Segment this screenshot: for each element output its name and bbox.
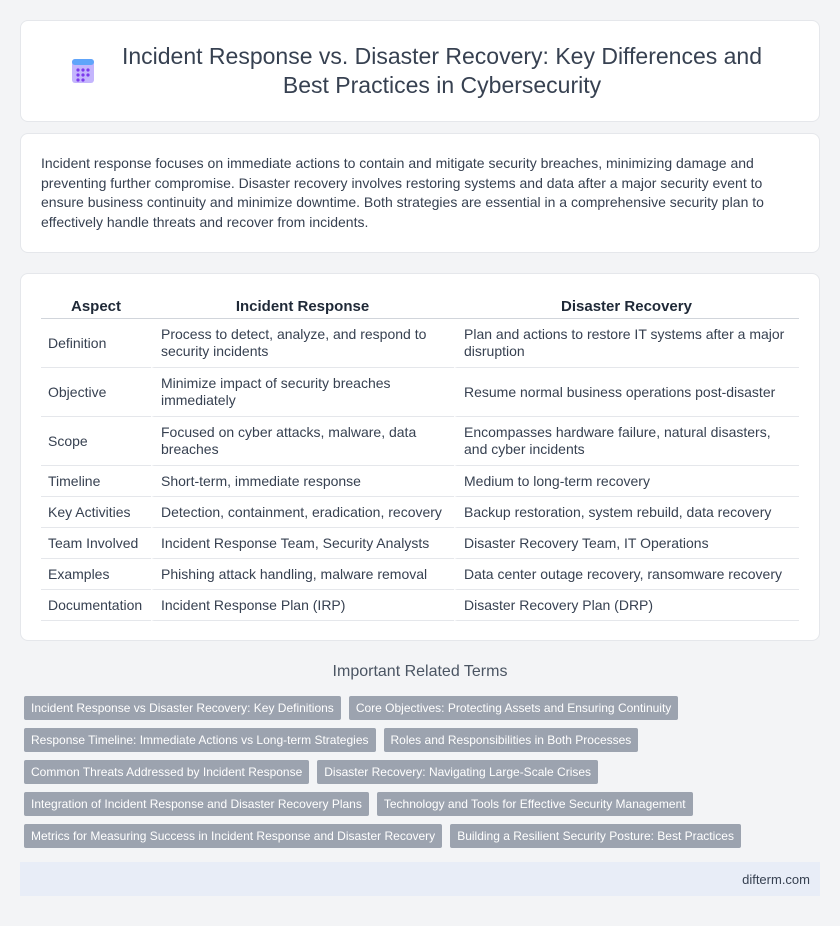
table-row — [41, 497, 799, 528]
table-row — [41, 590, 799, 621]
row-aspect: Timeline — [41, 466, 151, 497]
related-terms-title: Important Related Terms — [332, 663, 508, 680]
related-term-link[interactable]: Incident Response vs Disaster Recovery: Key Definitions — [24, 696, 341, 720]
related-term-link[interactable]: Technology and Tools for Effective Security Management — [377, 792, 693, 816]
page-title: Incident Response vs. Disaster Recovery: Key Differences and Best Practices in Cybersecurity — [121, 43, 763, 98]
related-term-link[interactable]: Response Timeline: Immediate Actions vs Long-term Strategies — [24, 728, 376, 752]
table-row — [41, 466, 799, 497]
row-incident-response: Incident Response Team, Security Analysts — [151, 528, 454, 559]
related-terms-list — [24, 696, 824, 856]
footer — [20, 862, 820, 896]
table-row — [41, 368, 799, 417]
row-incident-response: Short-term, immediate response — [151, 466, 454, 497]
row-incident-response: Detection, containment, eradication, recovery — [151, 497, 454, 528]
table-header-row — [41, 294, 799, 319]
comparison-table — [41, 294, 799, 621]
row-disaster-recovery: Plan and actions to restore IT systems after a major disruption — [454, 319, 799, 368]
row-aspect: Definition — [41, 319, 151, 368]
row-aspect: Objective — [41, 368, 151, 417]
row-incident-response: Focused on cyber attacks, malware, data breaches — [151, 417, 454, 466]
related-term-link[interactable]: Integration of Incident Response and Disaster Recovery Plans — [24, 792, 369, 816]
related-term-link[interactable]: Building a Resilient Security Posture: Best Practices — [450, 824, 741, 848]
header-aspect: Aspect — [41, 294, 151, 319]
row-disaster-recovery: Backup restoration, system rebuild, data recovery — [454, 497, 799, 528]
related-term-link[interactable]: Disaster Recovery: Navigating Large-Scale Crises — [317, 760, 598, 784]
document-icon — [68, 56, 98, 86]
row-disaster-recovery: Encompasses hardware failure, natural disasters, and cyber incidents — [454, 417, 799, 466]
header-incident-response: Incident Response — [151, 294, 454, 319]
row-aspect: Documentation — [41, 590, 151, 621]
related-term-link[interactable]: Metrics for Measuring Success in Incident Response and Disaster Recovery — [24, 824, 442, 848]
table-row — [41, 559, 799, 590]
row-aspect: Key Activities — [41, 497, 151, 528]
related-term-link[interactable]: Common Threats Addressed by Incident Response — [24, 760, 309, 784]
row-incident-response: Phishing attack handling, malware removal — [151, 559, 454, 590]
row-disaster-recovery: Disaster Recovery Plan (DRP) — [454, 590, 799, 621]
related-term-link[interactable]: Core Objectives: Protecting Assets and Ensuring Continuity — [349, 696, 679, 720]
table-row — [41, 417, 799, 466]
row-disaster-recovery: Data center outage recovery, ransomware recovery — [454, 559, 799, 590]
header-disaster-recovery: Disaster Recovery — [454, 294, 799, 319]
row-incident-response: Process to detect, analyze, and respond to security incidents — [151, 319, 454, 368]
row-disaster-recovery: Medium to long-term recovery — [454, 466, 799, 497]
row-disaster-recovery: Disaster Recovery Team, IT Operations — [454, 528, 799, 559]
row-aspect: Examples — [41, 559, 151, 590]
comparison-card — [20, 273, 820, 641]
row-incident-response: Incident Response Plan (IRP) — [151, 590, 454, 621]
row-aspect: Scope — [41, 417, 151, 466]
footer-site-link[interactable]: difterm.com — [742, 871, 810, 887]
intro-paragraph: Incident response focuses on immediate actions to contain and mitigate security breaches, minimizing damage and preventing further compromise. Disaster recovery involves restoring systems and data after a major security event to ensure business continuity and minimize downtime. Both strategies are essential in a comprehensive security plan to effectively handle threats and recover from incidents. — [41, 155, 764, 230]
related-term-link[interactable]: Roles and Responsibilities in Both Processes — [384, 728, 639, 752]
row-disaster-recovery: Resume normal business operations post-disaster — [454, 368, 799, 417]
table-row — [41, 319, 799, 368]
table-row — [41, 528, 799, 559]
row-aspect: Team Involved — [41, 528, 151, 559]
intro-card — [20, 133, 820, 253]
header-card — [20, 20, 820, 122]
row-incident-response: Minimize impact of security breaches immediately — [151, 368, 454, 417]
